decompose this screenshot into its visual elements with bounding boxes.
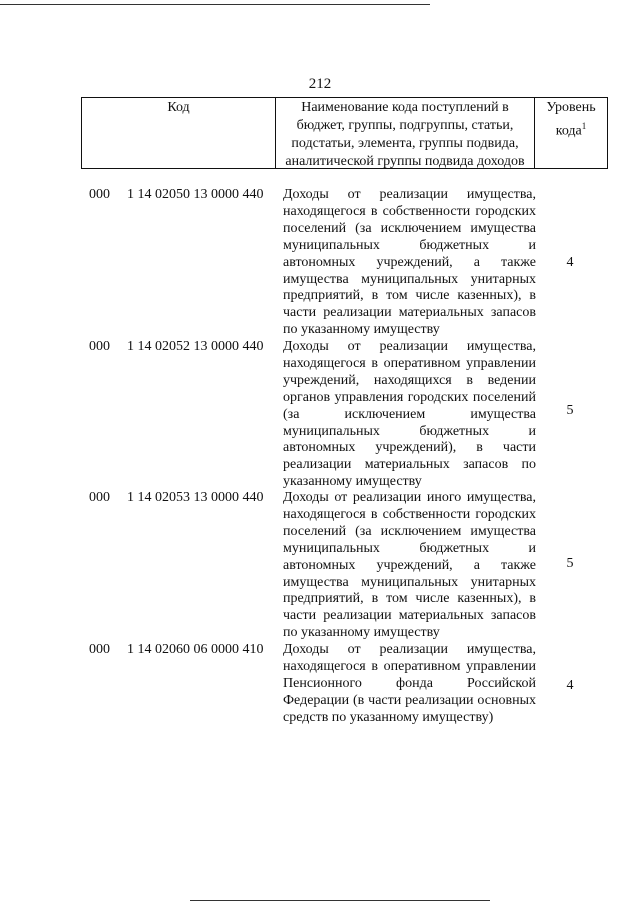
scan-bottom-line — [190, 900, 490, 901]
header-name: Наименование кода поступлений в бюджет, группы, подгруппы, статьи, подстатьи, элемента, группы подвида, аналитической группы подвида доходов — [275, 98, 535, 168]
code-level: 5 — [566, 556, 574, 571]
admin-code: 000 — [89, 339, 110, 354]
header-level-label: Уровень кода — [546, 100, 596, 139]
kbk-code: 1 14 02050 13 0000 440 — [127, 187, 264, 202]
kbk-code: 1 14 02052 13 0000 440 — [127, 339, 264, 354]
kbk-code: 1 14 02053 13 0000 440 — [127, 490, 264, 505]
admin-code: 000 — [89, 642, 110, 657]
income-name: Доходы от реализации имущества, находящегося в оперативном управлении учреждений, находящихся в ведении органов управления городских поселений (за исключением имущества муниципальных бюджетных и автономных учреждений), в части реализации материальных запасов по указанному имуществу — [283, 339, 536, 490]
header-level — [535, 98, 607, 168]
income-name: Доходы от реализации иного имущества, находящегося в собственности городских поселений (за исключением имущества муниципальных бюджетных и автономных учреждений, а также имущества муниципальных унитарных предприятий, в том числе казенных), в части реализации материальных запасов по указанному имуществу — [283, 490, 536, 641]
income-name: Доходы от реализации имущества, находящегося в оперативном управлении Пенсионного фонда Российской Федерации (в части реализации основных средств по указанному имуществу) — [283, 642, 536, 725]
code-level: 5 — [566, 403, 574, 418]
code-level: 4 — [566, 255, 574, 270]
admin-code: 000 — [89, 187, 110, 202]
page-number: 212 — [308, 76, 332, 92]
kbk-code: 1 14 02060 06 0000 410 — [127, 642, 264, 657]
header-code: Код — [167, 100, 190, 115]
income-name: Доходы от реализации имущества, находящегося в собственности городских поселений (за исключением имущества муниципальных бюджетных и автономных учреждений, а также имущества муниципальных унитарных предприятий, в том числе казенных), в части реализации материальных запасов по указанному имуществу — [283, 187, 536, 338]
code-level: 4 — [566, 678, 574, 693]
header-level-footnote: 1 — [581, 121, 587, 131]
scan-top-line — [0, 4, 430, 5]
table-header — [81, 97, 608, 169]
admin-code: 000 — [89, 490, 110, 505]
